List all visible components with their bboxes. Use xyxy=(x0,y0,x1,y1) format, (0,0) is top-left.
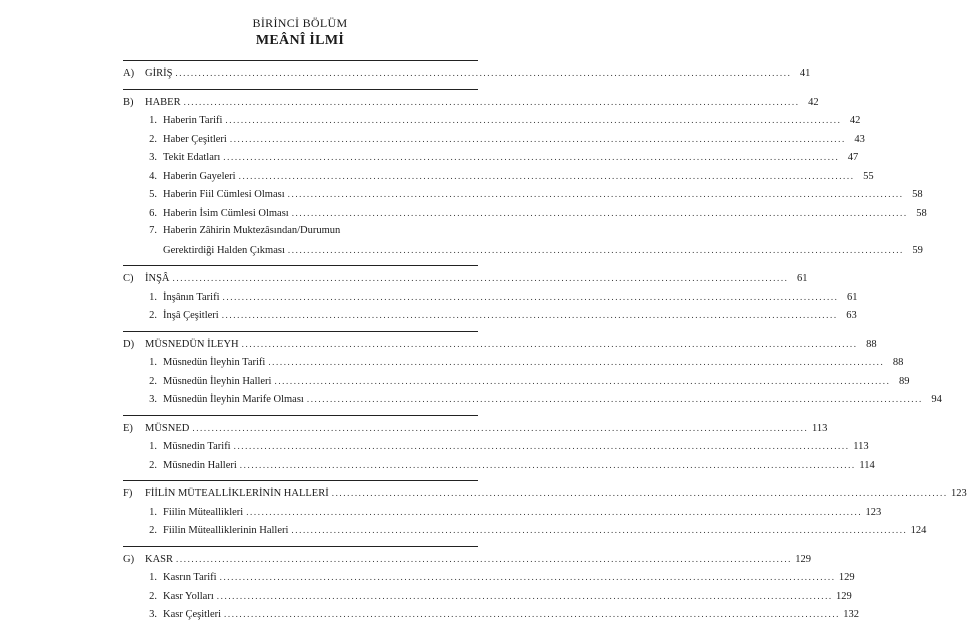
entry-number: 4. xyxy=(149,170,157,182)
toc-section xyxy=(123,265,858,325)
toc-section-row[interactable] xyxy=(123,64,811,83)
section-page-number: 42 xyxy=(808,96,819,108)
toc-entry-row[interactable] xyxy=(123,167,874,186)
entry-number: 2. xyxy=(149,375,157,387)
dot-leader xyxy=(173,269,789,288)
toc-section-row[interactable] xyxy=(123,93,819,112)
entry-page-number: 94 xyxy=(931,394,942,405)
section-title: İNŞÂ xyxy=(145,273,170,284)
toc-entry-row[interactable] xyxy=(123,503,882,522)
dot-leader xyxy=(234,437,850,456)
section-page-number: 61 xyxy=(797,273,808,284)
entry-page-number: 123 xyxy=(865,506,882,518)
entry-label: Müsnedün İleyhin Tarifi xyxy=(163,357,266,368)
entry-label: Haberin Zâhirin Muktezâsından/Durumun xyxy=(163,225,341,236)
entry-multiline xyxy=(163,222,923,259)
section-mark: C) xyxy=(123,273,134,284)
toc-entry-row[interactable] xyxy=(123,456,875,475)
entry-page-number: 55 xyxy=(863,170,874,182)
entry-page-number: 58 xyxy=(916,207,927,219)
entry-label: Müsnedin Halleri xyxy=(163,459,237,471)
toc-entry-row[interactable] xyxy=(123,185,923,204)
toc-entry-row[interactable] xyxy=(123,353,904,372)
entry-number: 3. xyxy=(149,394,157,405)
toc-section xyxy=(123,60,811,83)
entry-page-number: 89 xyxy=(898,375,910,387)
section-page-number: 129 xyxy=(795,553,812,565)
entry-page-number: 47 xyxy=(847,152,859,163)
dot-leader xyxy=(225,111,841,130)
entry-page-number: 58 xyxy=(912,189,923,200)
entry-label: Müsnedin Tarifi xyxy=(163,441,231,452)
dot-leader xyxy=(175,64,791,83)
entry-number: 2. xyxy=(149,590,157,602)
entry-label: Müsnedün İleyhin Marife Olması xyxy=(163,394,304,405)
entry-page-number: 113 xyxy=(853,441,869,452)
entry-page-number: 129 xyxy=(836,590,852,602)
entry-number: 3. xyxy=(149,609,157,620)
toc-section-row[interactable] xyxy=(123,419,828,438)
entry-label: Haberin Tarifi xyxy=(163,115,223,126)
entry-page-number: 132 xyxy=(843,609,860,620)
section-page-number: 88 xyxy=(866,338,877,350)
dot-leader xyxy=(224,605,840,624)
toc-section xyxy=(123,331,942,409)
entry-label: Müsnedün İleyhin Halleri xyxy=(163,375,272,387)
toc-entry-row[interactable] xyxy=(123,605,860,624)
section-title: MÜSNED xyxy=(145,422,190,434)
dot-leader xyxy=(274,372,890,391)
dot-leader xyxy=(230,130,846,149)
dot-leader xyxy=(242,335,858,354)
dot-leader xyxy=(307,390,923,409)
toc-section-row[interactable] xyxy=(123,550,812,569)
toc-entry-row[interactable] xyxy=(123,148,859,167)
entry-page-number: 88 xyxy=(892,357,904,368)
toc-section xyxy=(123,480,967,540)
toc-entry-row[interactable] xyxy=(123,568,855,587)
entry-page-number: 43 xyxy=(854,133,865,145)
entry-number: 7. xyxy=(149,225,157,236)
toc-entry-row[interactable] xyxy=(123,521,927,540)
section-title: KASR xyxy=(145,553,174,565)
section-mark: B) xyxy=(123,96,134,108)
section-page-number: 41 xyxy=(799,68,811,79)
entry-label: Haber Çeşitleri xyxy=(163,133,227,145)
entry-label: İnşânın Tarifi xyxy=(163,291,220,303)
entry-number: 1. xyxy=(149,115,157,126)
section-mark: G) xyxy=(123,553,135,565)
toc-entry-row[interactable] xyxy=(123,306,857,325)
entry-page-number: 129 xyxy=(838,572,855,583)
dot-leader xyxy=(192,419,808,438)
table-of-contents xyxy=(123,60,967,630)
entry-label: Haberin İsim Cümlesi Olması xyxy=(163,207,289,219)
entry-number: 2. xyxy=(149,310,157,321)
section-page-number: 113 xyxy=(811,422,828,434)
entry-page-number: 114 xyxy=(859,459,875,471)
section-title: FİİLİN MÜTEALLİKLERİNİN HALLERİ xyxy=(145,488,329,499)
toc-entry-row[interactable] xyxy=(123,130,865,149)
toc-entry-row[interactable] xyxy=(123,390,942,409)
dot-leader xyxy=(184,93,800,112)
entry-label-continued: Gerektirdiği Halden Çıkması xyxy=(163,244,285,256)
dot-leader xyxy=(239,167,855,186)
section-title: HABER xyxy=(145,96,181,108)
entry-page-number: 61 xyxy=(847,291,858,303)
entry-number: 2. xyxy=(149,459,157,471)
entry-label: Tekit Edatları xyxy=(163,152,221,163)
entry-label: Kasrın Tarifi xyxy=(163,572,217,583)
dot-leader xyxy=(268,353,884,372)
toc-entry-row[interactable] xyxy=(123,437,869,456)
dot-leader xyxy=(246,503,862,522)
entry-label: Fiilin Müteallikleri xyxy=(163,506,244,518)
section-page-number: 123 xyxy=(950,488,967,499)
entry-label: İnşâ Çeşitleri xyxy=(163,310,219,321)
section-mark: E) xyxy=(123,422,133,434)
entry-number: 6. xyxy=(149,207,157,219)
entry-page-number: 63 xyxy=(846,310,857,321)
entry-number: 3. xyxy=(149,152,157,163)
entry-number: 1. xyxy=(149,572,157,583)
entry-number: 1. xyxy=(149,506,157,518)
dot-leader xyxy=(292,204,908,223)
section-title: MÜSNEDÜN İLEYH xyxy=(145,338,239,350)
entry-page-number: 124 xyxy=(910,525,927,536)
entry-label: Fiilin Mütealliklerinin Halleri xyxy=(163,525,289,536)
entry-number: 1. xyxy=(149,357,157,368)
toc-section xyxy=(123,89,927,260)
entry-number: 2. xyxy=(149,133,157,145)
chapter-label: BİRİNCİ BÖLÜM xyxy=(252,16,348,30)
dot-leader xyxy=(222,306,838,325)
toc-entry-row[interactable] xyxy=(123,372,910,391)
toc-entry-row[interactable] xyxy=(123,204,927,223)
entry-number: 2. xyxy=(149,525,157,536)
entry-number: 5. xyxy=(149,189,157,200)
section-mark: F) xyxy=(123,488,133,499)
toc-entry-row[interactable] xyxy=(123,587,852,606)
dot-leader xyxy=(176,550,792,569)
chapter-header xyxy=(0,16,600,50)
dot-leader xyxy=(291,521,907,540)
dot-leader xyxy=(332,484,948,503)
section-mark: A) xyxy=(123,68,135,79)
toc-entry-row[interactable] xyxy=(123,222,923,259)
entry-label: Haberin Fiil Cümlesi Olması xyxy=(163,189,285,200)
chapter-title: MEÂNÎ İLMİ xyxy=(255,33,345,48)
toc-entry-row[interactable] xyxy=(123,111,861,130)
toc-section xyxy=(123,415,875,475)
dot-leader xyxy=(240,456,856,475)
dot-leader xyxy=(288,241,904,260)
toc-section-row[interactable] xyxy=(123,484,967,503)
dot-leader xyxy=(220,568,836,587)
entry-label: Kasr Yolları xyxy=(163,590,214,602)
entry-label: Haberin Gayeleri xyxy=(163,170,236,182)
toc-section-row[interactable] xyxy=(123,269,808,288)
entry-page-number: 59 xyxy=(912,244,923,256)
toc-section-row[interactable] xyxy=(123,335,877,354)
entry-page-number: 42 xyxy=(849,115,861,126)
toc-section xyxy=(123,546,860,624)
toc-entry-row[interactable] xyxy=(123,288,858,307)
section-mark: D) xyxy=(123,338,135,350)
entry-number: 1. xyxy=(149,291,157,303)
dot-leader xyxy=(223,288,839,307)
dot-leader xyxy=(288,185,904,204)
entry-number: 1. xyxy=(149,441,157,452)
entry-label: Kasr Çeşitleri xyxy=(163,609,222,620)
section-title: GİRİŞ xyxy=(145,68,173,79)
dot-leader xyxy=(223,148,839,167)
dot-leader xyxy=(217,587,833,606)
